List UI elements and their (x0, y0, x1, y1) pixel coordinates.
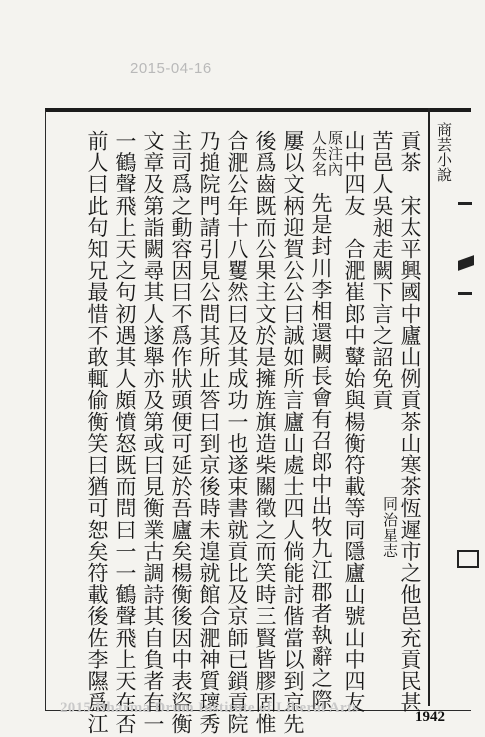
text-column-7: 乃搥院門請引見公問其所止答曰到京後時未遑就館合淝神質瓌秀 (197, 130, 221, 735)
text-column-2: 苦邑人吳昶走闕下言之詔免貢 (370, 130, 394, 411)
interlinear-note-3-left: 原注內 (326, 130, 344, 177)
text-column-10: 一鶴聲飛上天之句初遇其人頗憤怒既而問曰一一鶴聲飛上天在否 (113, 130, 137, 735)
date-stamp: 2015-04-16 (130, 60, 212, 77)
gutter-rule (428, 108, 430, 706)
text-column-4: 屢以文柄迎賀公公曰誠如所言廬山處士四人倘能討偕當以到京先 (281, 130, 305, 735)
running-title: 商芸小說 (435, 122, 453, 182)
page-number: 1942 (415, 709, 445, 725)
gutter-bar-2 (458, 292, 472, 295)
watermark: 2015 Dharma Drum Institute of Liberal Arts (60, 700, 359, 716)
gutter-bar (458, 202, 472, 205)
text-column-1: 貢茶 宋太平興國中廬山例貢茶山寒茶恆遲市之他邑充貢民甚 (398, 130, 422, 714)
leaf-number-mark (457, 550, 479, 568)
text-column-6: 合淝公年十八矍然曰及其成功一也遂束書就貢比及京師已鎖貢院 (225, 130, 249, 735)
text-column-3: 山中四友 合淝崔郎中鼙始與楊衡符載等同隱廬山號山中四友 (342, 130, 366, 714)
interlinear-note-3-right: 人失名 (310, 130, 328, 177)
text-column-3b: 先是封川李相還闕長會有召郎中出牧九江郡者執辭之際 (309, 192, 333, 711)
text-column-8: 主司爲之動容因曰不爲作狀頭便可延於吾廬矣楊衡後因中表盜衡 (169, 130, 193, 735)
text-column-11: 前人曰此句知兄最惜不敢輒偷衡笑曰猶可恕矣符載後佐李隰爲江 (85, 130, 109, 735)
text-column-9: 文章及第詣闕尋其人遂舉亦及第或曰見衡業古調詩其自負者有一 (141, 130, 165, 735)
interlinear-note-2: 同治星志 (381, 496, 399, 559)
text-column-5: 後爲齒既而公果主文於是擁旌旗造柴關徵之而笑時三賢皆膠固惟 (253, 130, 277, 735)
